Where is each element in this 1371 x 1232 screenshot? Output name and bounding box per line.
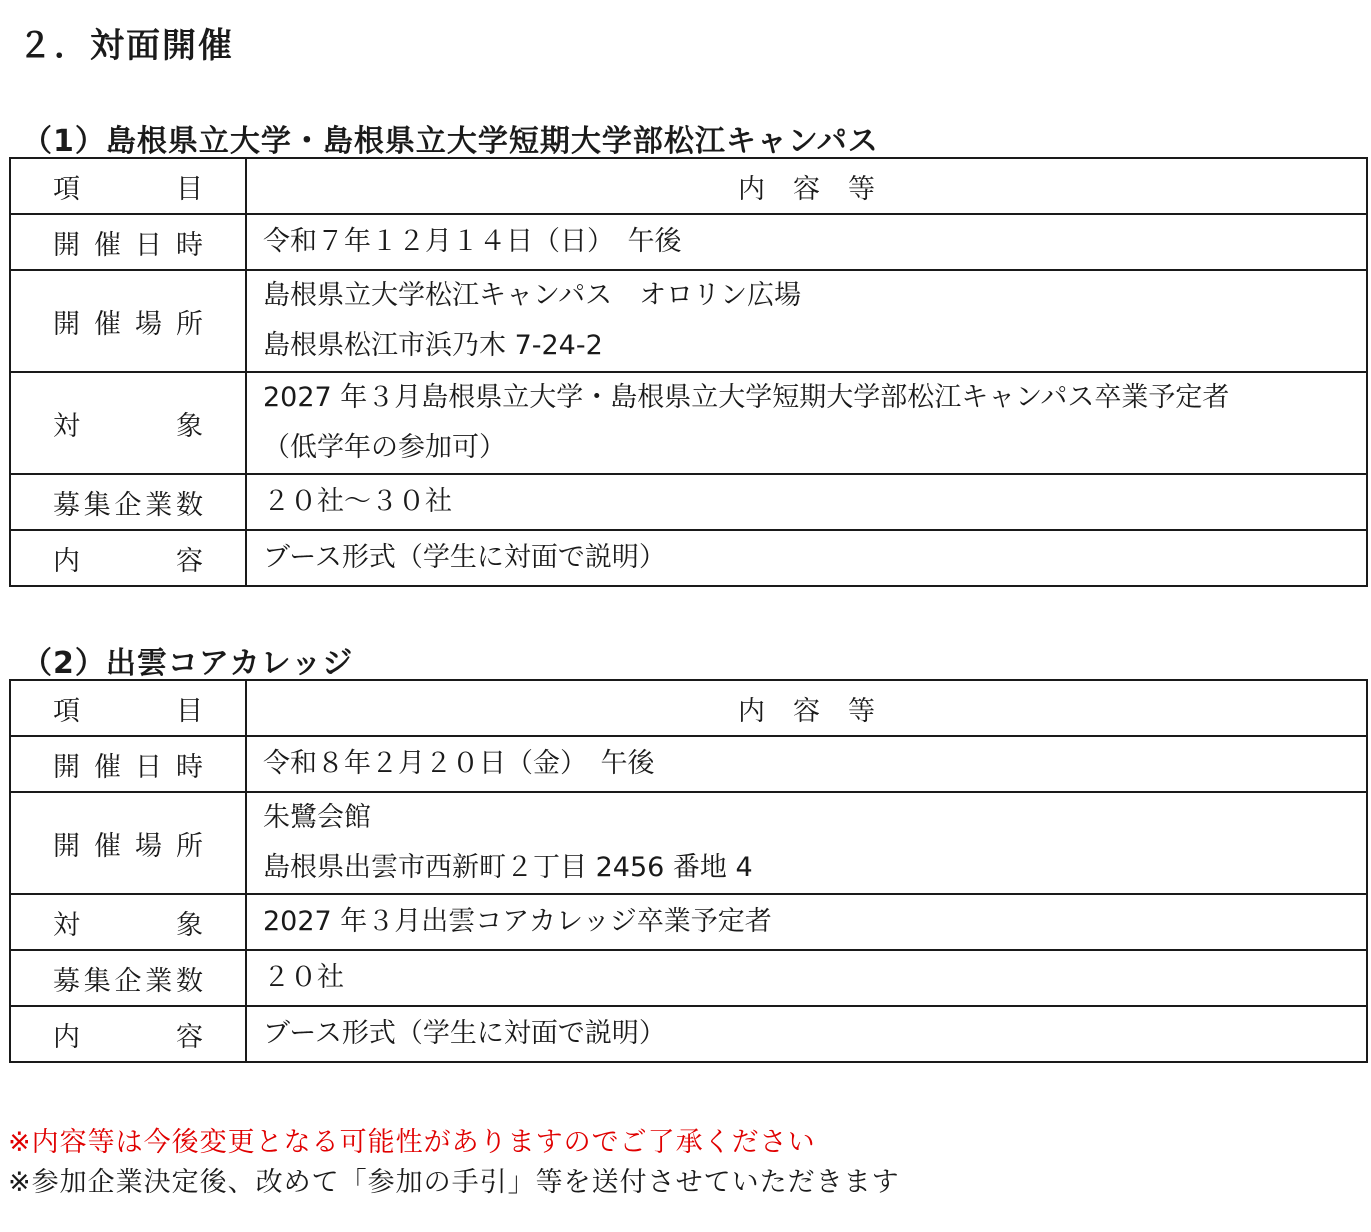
row-value-companies — [246, 950, 1367, 1006]
table-row — [10, 736, 1367, 792]
label-char: 開 — [53, 308, 80, 340]
table-row — [10, 372, 1367, 474]
warning-note: ※内容等は今後変更となる可能性がありますのでご了承ください — [8, 1127, 816, 1158]
row-label-companies — [10, 474, 246, 530]
table-row — [10, 214, 1367, 270]
row-label-venue — [10, 270, 246, 372]
row-value-target — [246, 372, 1367, 474]
table-row — [10, 530, 1367, 586]
header-item-char: 項 — [53, 173, 80, 205]
row-value-venue — [246, 792, 1367, 894]
label-char: 催 — [94, 830, 121, 862]
section-2-table — [9, 679, 1368, 1063]
table-header-row — [10, 158, 1367, 214]
label-char: 数 — [176, 489, 203, 521]
value-line: 2027 年３月出雲コアカレッジ卒業予定者 — [263, 906, 772, 937]
row-label-date — [10, 214, 246, 270]
table-row — [10, 950, 1367, 1006]
header-item-char: 目 — [176, 173, 203, 205]
value-line: 島根県立大学松江キャンパス オロリン広場 — [263, 280, 802, 311]
header-content-label: 内容等 — [738, 173, 903, 205]
header-content-cell — [246, 158, 1367, 214]
label-char: 象 — [176, 410, 203, 442]
header-item-char: 目 — [176, 695, 203, 727]
label-char: 日 — [135, 229, 162, 261]
value-line: 令和７年１２月１４日（日） 午後 — [263, 226, 682, 257]
label-char: 時 — [176, 751, 203, 783]
label-char: 場 — [135, 830, 162, 862]
header-content-label: 内容等 — [738, 695, 903, 727]
table-row — [10, 1006, 1367, 1062]
row-label-content — [10, 530, 246, 586]
label-char: 企 — [114, 489, 142, 521]
label-char: 企 — [114, 965, 142, 997]
value-line: 島根県松江市浜乃木 7-24-2 — [263, 330, 603, 361]
label-char: 開 — [53, 229, 80, 261]
row-value-date — [246, 214, 1367, 270]
header-item-cell — [10, 158, 246, 214]
label-char: 募 — [53, 965, 80, 997]
label-char: 催 — [94, 308, 121, 340]
header-item-cell — [10, 680, 246, 736]
row-label-venue — [10, 792, 246, 894]
value-line: 島根県出雲市西新町２丁目 2456 番地 4 — [263, 852, 753, 883]
row-label-content — [10, 1006, 246, 1062]
label-char: 象 — [176, 909, 203, 941]
row-label-target — [10, 372, 246, 474]
label-char: 対 — [53, 410, 80, 442]
label-char: 所 — [176, 308, 203, 340]
label-char: 容 — [176, 545, 203, 577]
table-row — [10, 270, 1367, 372]
table-row — [10, 792, 1367, 894]
value-line: 朱鷺会館 — [263, 802, 371, 833]
row-value-companies — [246, 474, 1367, 530]
table-row — [10, 474, 1367, 530]
label-char: 集 — [83, 489, 111, 521]
row-label-companies — [10, 950, 246, 1006]
label-char: 所 — [176, 830, 203, 862]
row-label-date — [10, 736, 246, 792]
label-char: 容 — [176, 1021, 203, 1053]
row-label-target — [10, 894, 246, 950]
label-char: 業 — [145, 965, 173, 997]
row-value-date — [246, 736, 1367, 792]
label-char: 数 — [176, 965, 203, 997]
section-1-table — [9, 157, 1368, 587]
row-value-content — [246, 1006, 1367, 1062]
row-value-content — [246, 530, 1367, 586]
label-char: 開 — [53, 751, 80, 783]
value-line: ブース形式（学生に対面で説明） — [263, 542, 666, 573]
label-char: 催 — [94, 751, 121, 783]
label-char: 日 — [135, 751, 162, 783]
label-char: 募 — [53, 489, 80, 521]
row-value-target — [246, 894, 1367, 950]
table-row — [10, 894, 1367, 950]
label-char: 内 — [53, 545, 80, 577]
page-heading: ２．対面開催 — [18, 26, 234, 66]
value-line: 令和８年２月２０日（金） 午後 — [263, 748, 655, 779]
label-char: 場 — [135, 308, 162, 340]
table-header-row — [10, 680, 1367, 736]
value-line: ブース形式（学生に対面で説明） — [263, 1018, 666, 1049]
label-char: 対 — [53, 909, 80, 941]
section-1-title: （1）島根県立大学・島根県立大学短期大学部松江キャンパス — [22, 124, 879, 159]
value-line: 2027 年３月島根県立大学・島根県立大学短期大学部松江キャンパス卒業予定者 — [263, 382, 1230, 413]
value-line: （低学年の参加可） — [263, 432, 506, 463]
label-char: 開 — [53, 830, 80, 862]
row-value-venue — [246, 270, 1367, 372]
section-2-title: （2）出雲コアカレッジ — [22, 646, 354, 681]
header-content-cell — [246, 680, 1367, 736]
label-char: 時 — [176, 229, 203, 261]
label-char: 内 — [53, 1021, 80, 1053]
label-char: 集 — [83, 965, 111, 997]
info-note: ※参加企業決定後、改めて「参加の手引」等を送付させていただきます — [8, 1167, 900, 1198]
value-line: ２０社～３０社 — [263, 486, 452, 517]
label-char: 業 — [145, 489, 173, 521]
value-line: ２０社 — [263, 962, 344, 993]
label-char: 催 — [94, 229, 121, 261]
header-item-char: 項 — [53, 695, 80, 727]
